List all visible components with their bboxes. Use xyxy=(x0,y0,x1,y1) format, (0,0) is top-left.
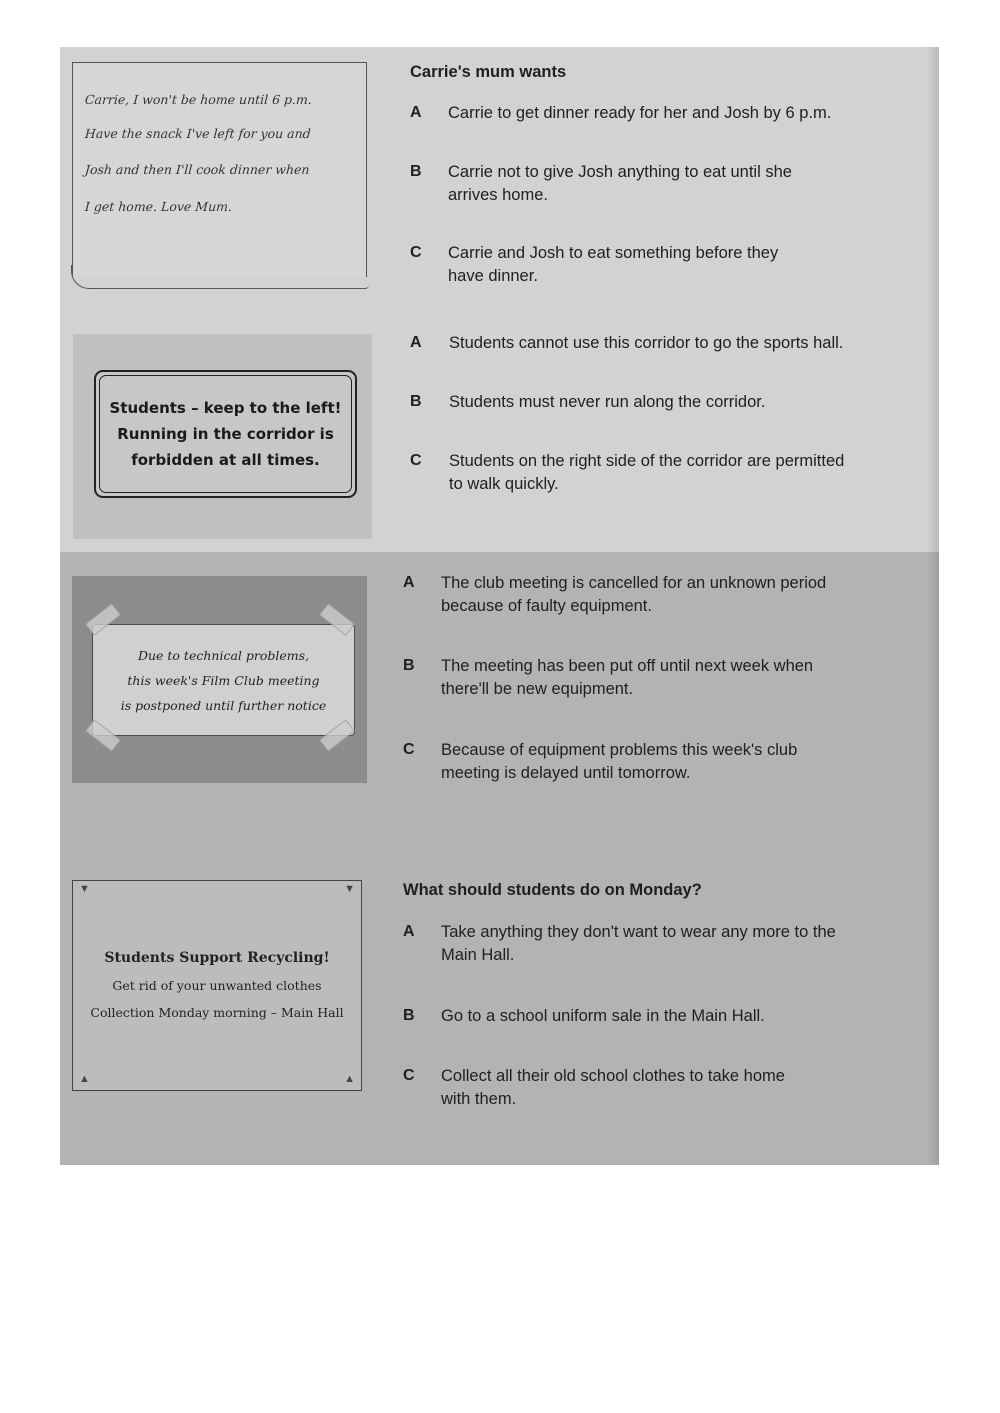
notice-line: Due to technical problems, xyxy=(137,647,310,663)
q4-option-b[interactable] xyxy=(441,1005,765,1028)
q3-option-a[interactable] xyxy=(441,572,826,618)
poster-line: Get rid of your unwanted clothes xyxy=(112,978,322,993)
q3-option-b[interactable] xyxy=(441,655,813,701)
option-letter: B xyxy=(410,163,422,180)
corridor-sign xyxy=(94,370,357,498)
q2-option-c[interactable] xyxy=(449,450,844,496)
option-line: Students cannot use this corridor to go the sports hall. xyxy=(449,334,844,352)
option-line: because of faulty equipment. xyxy=(441,597,652,615)
option-line: Carrie to get dinner ready for her and Josh by 6 p.m. xyxy=(448,104,832,122)
q4-option-a[interactable] xyxy=(441,921,836,967)
q2-option-a[interactable] xyxy=(449,332,843,355)
option-line: The meeting has been put off until next week when xyxy=(441,657,814,675)
option-line: Take anything they don't want to wear any more to the xyxy=(441,923,836,941)
poster-title: Students Support Recycling! xyxy=(104,950,330,966)
q2-option-b[interactable] xyxy=(449,391,765,414)
option-line: with them. xyxy=(441,1090,517,1108)
option-line: Because of equipment problems this week's club xyxy=(441,741,798,759)
option-line: Go to a school uniform sale in the Main Hall. xyxy=(441,1007,765,1025)
sign-line: forbidden at all times. xyxy=(131,451,320,469)
note-line: I get home. Love Mum. xyxy=(84,199,233,214)
option-letter: C xyxy=(403,741,415,758)
option-letter: B xyxy=(403,657,415,674)
corridor-sign-inner xyxy=(99,375,352,493)
option-letter: A xyxy=(403,923,415,940)
option-line: there'll be new equipment. xyxy=(441,680,634,698)
pin-icon: ▲ xyxy=(344,1073,355,1085)
q1-option-c[interactable] xyxy=(448,242,778,288)
option-letter: A xyxy=(403,574,415,591)
option-letter: C xyxy=(410,244,422,261)
sign-line: Running in the corridor is xyxy=(117,425,334,443)
option-letter: C xyxy=(403,1067,415,1084)
q1-option-b[interactable] xyxy=(448,161,792,207)
question-4-title: What should students do on Monday? xyxy=(403,881,702,899)
q1-option-a[interactable] xyxy=(448,102,831,125)
poster-line: Collection Monday morning – Main Hall xyxy=(90,1005,344,1020)
sign-line: Students – keep to the left! xyxy=(109,399,342,417)
film-club-board xyxy=(72,576,367,783)
q4-option-c[interactable] xyxy=(441,1065,785,1111)
handwritten-note xyxy=(72,62,367,277)
option-line: arrives home. xyxy=(448,186,548,204)
note-curl xyxy=(71,265,369,289)
q3-option-c[interactable] xyxy=(441,739,797,785)
option-line: Main Hall. xyxy=(441,946,515,964)
pin-icon: ▼ xyxy=(79,883,90,895)
option-letter: C xyxy=(410,452,422,469)
pin-icon: ▲ xyxy=(79,1073,90,1085)
pin-icon: ▼ xyxy=(344,883,355,895)
corridor-sign-panel xyxy=(73,334,372,539)
notice-line: is postponed until further notice xyxy=(120,697,327,713)
option-letter: B xyxy=(410,393,422,410)
note-line: Have the snack I've left for you and xyxy=(84,126,312,141)
recycling-poster xyxy=(72,880,362,1091)
question-1-title: Carrie's mum wants xyxy=(410,63,567,81)
option-line: Students must never run along the corridor. xyxy=(449,393,766,411)
option-line: Students on the right side of the corridor are permitted xyxy=(449,452,845,470)
option-letter: A xyxy=(410,104,422,121)
option-line: to walk quickly. xyxy=(449,475,559,493)
option-line: The club meeting is cancelled for an unknown period xyxy=(441,574,827,592)
option-line: Carrie and Josh to eat something before they xyxy=(448,244,779,262)
option-line: have dinner. xyxy=(448,267,538,285)
option-line: Collect all their old school clothes to take home xyxy=(441,1067,785,1085)
option-letter: B xyxy=(403,1007,415,1024)
option-line: meeting is delayed until tomorrow. xyxy=(441,764,691,782)
option-line: Carrie not to give Josh anything to eat until she xyxy=(448,163,792,181)
note-line: Josh and then I'll cook dinner when xyxy=(84,162,311,177)
note-line: Carrie, I won't be home until 6 p.m. xyxy=(84,92,313,107)
film-club-notice xyxy=(92,624,355,736)
option-letter: A xyxy=(410,334,422,351)
notice-line: this week's Film Club meeting xyxy=(127,672,320,688)
page-fold-shadow xyxy=(927,47,939,1165)
